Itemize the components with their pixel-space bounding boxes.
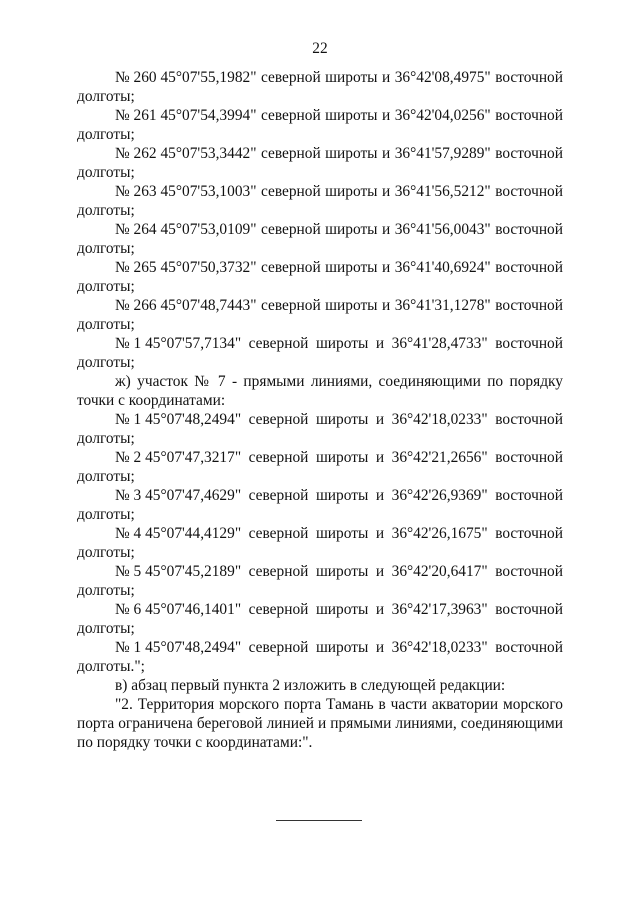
lat-word2: широты bbox=[315, 601, 369, 618]
coordinate-entry bbox=[77, 448, 563, 486]
coordinate-line bbox=[77, 220, 563, 239]
coordinate-line bbox=[77, 638, 563, 657]
longitude-value: 36°41'56,0043" bbox=[394, 221, 491, 238]
lat-word: северной bbox=[248, 639, 309, 656]
coordinate-list-site-7 bbox=[77, 410, 563, 676]
longitude-value: 36°42'26,9369" bbox=[391, 487, 488, 504]
coordinate-tail: долготы."; bbox=[77, 658, 145, 675]
coordinate-entry bbox=[77, 486, 563, 524]
point-number-and-latitude bbox=[115, 68, 257, 87]
coordinate-entry bbox=[77, 144, 563, 182]
point-number-and-latitude bbox=[115, 144, 257, 163]
conjunction: и bbox=[375, 487, 385, 504]
lat-word2: широты bbox=[325, 259, 378, 276]
latitude-value: 45°07'47,3217" bbox=[145, 449, 242, 466]
coordinate-tail: долготы; bbox=[77, 202, 135, 219]
point-number: № 264 bbox=[115, 221, 157, 238]
latitude-value: 45°07'53,1003" bbox=[160, 183, 257, 200]
latitude-value: 45°07'46,1401" bbox=[145, 601, 242, 618]
point-number: № 263 bbox=[115, 183, 157, 200]
coordinate-entry bbox=[77, 638, 563, 676]
coordinate-tail: долготы; bbox=[77, 430, 135, 447]
coordinate-tail: долготы; bbox=[77, 316, 135, 333]
lat-word: северной bbox=[248, 449, 309, 466]
lat-word2: широты bbox=[315, 411, 369, 428]
longitude-value: 36°42'26,1675" bbox=[391, 525, 488, 542]
point-number: № 2 bbox=[115, 449, 142, 466]
lat-word2: широты bbox=[315, 639, 369, 656]
coordinate-line bbox=[77, 562, 563, 581]
coordinate-entry bbox=[77, 68, 563, 106]
lon-word: восточной bbox=[495, 297, 563, 314]
coordinate-tail: долготы; bbox=[77, 278, 135, 295]
coordinate-line bbox=[77, 410, 563, 429]
conjunction: и bbox=[381, 145, 391, 162]
point-number: № 3 bbox=[115, 487, 142, 504]
lat-word2: широты bbox=[315, 525, 369, 542]
point-number-and-latitude bbox=[115, 524, 241, 543]
coordinate-entry bbox=[77, 182, 563, 220]
coordinate-tail: долготы; bbox=[77, 468, 135, 485]
footer-rule bbox=[276, 820, 362, 821]
lat-word2: широты bbox=[325, 221, 378, 238]
point-number-and-latitude bbox=[115, 334, 241, 353]
coordinate-line bbox=[77, 448, 563, 467]
coordinate-entry bbox=[77, 562, 563, 600]
lat-word: северной bbox=[260, 183, 321, 200]
coordinate-line bbox=[77, 486, 563, 505]
conjunction: и bbox=[381, 221, 391, 238]
lon-word: восточной bbox=[495, 563, 563, 580]
point-number-and-latitude bbox=[115, 638, 241, 657]
coordinate-line bbox=[77, 524, 563, 543]
coordinate-entry bbox=[77, 220, 563, 258]
page-number: 22 bbox=[312, 40, 328, 57]
longitude-value: 36°42'08,4975" bbox=[394, 69, 491, 86]
section-v-paragraph: в) абзац первый пункта 2 изложить в следующей редакции: bbox=[115, 677, 506, 694]
longitude-value: 36°42'20,6417" bbox=[391, 563, 488, 580]
latitude-value: 45°07'53,3442" bbox=[160, 145, 257, 162]
coordinate-tail: долготы; bbox=[77, 620, 135, 637]
coordinate-line bbox=[77, 296, 563, 315]
longitude-value: 36°42'18,0233" bbox=[391, 639, 488, 656]
lon-word: восточной bbox=[495, 335, 563, 352]
point-number-and-latitude bbox=[115, 182, 257, 201]
point-number: № 262 bbox=[115, 145, 157, 162]
point-number: № 1 bbox=[115, 335, 142, 352]
coordinate-entry bbox=[77, 258, 563, 296]
coordinate-tail: долготы; bbox=[77, 164, 135, 181]
point-number: № 5 bbox=[115, 563, 142, 580]
latitude-value: 45°07'48,2494" bbox=[145, 411, 242, 428]
lon-word: восточной bbox=[495, 449, 563, 466]
latitude-value: 45°07'48,2494" bbox=[145, 639, 242, 656]
longitude-value: 36°42'21,2656" bbox=[391, 449, 488, 466]
latitude-value: 45°07'45,2189" bbox=[145, 563, 242, 580]
lat-word2: широты bbox=[315, 487, 369, 504]
conjunction: и bbox=[375, 525, 385, 542]
coordinate-entry bbox=[77, 334, 563, 372]
point-number-and-latitude bbox=[115, 296, 257, 315]
conjunction: и bbox=[375, 639, 385, 656]
conjunction: и bbox=[381, 183, 391, 200]
lat-word2: широты bbox=[315, 563, 369, 580]
longitude-value: 36°41'40,6924" bbox=[394, 259, 491, 276]
coordinate-entry bbox=[77, 524, 563, 562]
lat-word: северной bbox=[248, 525, 309, 542]
latitude-value: 45°07'47,4629" bbox=[145, 487, 242, 504]
coordinate-line bbox=[77, 106, 563, 125]
latitude-value: 45°07'48,7443" bbox=[160, 297, 257, 314]
conjunction: и bbox=[381, 69, 391, 86]
latitude-value: 45°07'54,3994" bbox=[160, 107, 257, 124]
coordinate-tail: долготы; bbox=[77, 544, 135, 561]
point-number: № 266 bbox=[115, 297, 157, 314]
lat-word2: широты bbox=[325, 183, 378, 200]
conjunction: и bbox=[375, 563, 385, 580]
point-number: № 1 bbox=[115, 639, 142, 656]
coordinate-entry bbox=[77, 410, 563, 448]
latitude-value: 45°07'44,4129" bbox=[145, 525, 242, 542]
coordinate-tail: долготы; bbox=[77, 126, 135, 143]
conjunction: и bbox=[381, 259, 391, 276]
lat-word: северной bbox=[260, 107, 321, 124]
point-number: № 261 bbox=[115, 107, 157, 124]
lon-word: восточной bbox=[495, 525, 563, 542]
longitude-value: 36°41'31,1278" bbox=[394, 297, 491, 314]
point-number-and-latitude bbox=[115, 562, 241, 581]
lat-word: северной bbox=[248, 335, 309, 352]
coordinate-entry bbox=[77, 600, 563, 638]
point-number-and-latitude bbox=[115, 220, 257, 239]
latitude-value: 45°07'57,7134" bbox=[145, 335, 242, 352]
point-number: № 6 bbox=[115, 601, 142, 618]
coordinate-line bbox=[77, 600, 563, 619]
coordinate-line bbox=[77, 182, 563, 201]
longitude-value: 36°41'57,9289" bbox=[394, 145, 491, 162]
longitude-value: 36°41'28,4733" bbox=[391, 335, 488, 352]
lat-word2: широты bbox=[325, 107, 378, 124]
coordinate-line bbox=[77, 334, 563, 353]
lat-word2: широты bbox=[325, 297, 378, 314]
document-body bbox=[77, 68, 563, 752]
lat-word2: широты bbox=[315, 335, 369, 352]
lat-word: северной bbox=[248, 411, 309, 428]
lon-word: восточной bbox=[495, 145, 563, 162]
point-number-and-latitude bbox=[115, 486, 241, 505]
point-number: № 1 bbox=[115, 411, 142, 428]
point-number-and-latitude bbox=[115, 410, 241, 429]
point-number: № 265 bbox=[115, 259, 157, 276]
coordinate-tail: долготы; bbox=[77, 354, 135, 371]
latitude-value: 45°07'53,0109" bbox=[160, 221, 257, 238]
coordinate-tail: долготы; bbox=[77, 582, 135, 599]
lat-word: северной bbox=[260, 259, 321, 276]
conjunction: и bbox=[375, 449, 385, 466]
point-number: № 260 bbox=[115, 69, 157, 86]
lat-word: северной bbox=[260, 69, 321, 86]
coordinate-list-site-6 bbox=[77, 68, 563, 372]
lon-word: восточной bbox=[495, 601, 563, 618]
point-number-and-latitude bbox=[115, 258, 257, 277]
lon-word: восточной bbox=[495, 107, 563, 124]
lon-word: восточной bbox=[495, 259, 563, 276]
conjunction: и bbox=[381, 107, 391, 124]
lon-word: восточной bbox=[495, 183, 563, 200]
latitude-value: 45°07'50,3732" bbox=[160, 259, 257, 276]
coordinate-tail: долготы; bbox=[77, 88, 135, 105]
lat-word: северной bbox=[260, 145, 321, 162]
coordinate-tail: долготы; bbox=[77, 506, 135, 523]
lat-word2: широты bbox=[325, 145, 378, 162]
longitude-value: 36°42'17,3963" bbox=[391, 601, 488, 618]
final-paragraph: "2. Территория морского порта Тамань в части акватории морского порта ограничена береговой линией и прямыми линиями, соединяющими по порядку точки с координатами:". bbox=[77, 696, 563, 751]
lat-word2: широты bbox=[315, 449, 369, 466]
lon-word: восточной bbox=[495, 411, 563, 428]
lat-word: северной bbox=[260, 221, 321, 238]
longitude-value: 36°41'56,5212" bbox=[394, 183, 491, 200]
lon-word: восточной bbox=[495, 487, 563, 504]
conjunction: и bbox=[375, 335, 385, 352]
lat-word2: широты bbox=[325, 69, 378, 86]
longitude-value: 36°42'18,0233" bbox=[391, 411, 488, 428]
point-number-and-latitude bbox=[115, 106, 257, 125]
conjunction: и bbox=[381, 297, 391, 314]
coordinate-tail: долготы; bbox=[77, 240, 135, 257]
coordinate-entry bbox=[77, 106, 563, 144]
coordinate-line bbox=[77, 68, 563, 87]
coordinate-entry bbox=[77, 296, 563, 334]
longitude-value: 36°42'04,0256" bbox=[394, 107, 491, 124]
lat-word: северной bbox=[260, 297, 321, 314]
lon-word: восточной bbox=[495, 639, 563, 656]
section-zh-paragraph: ж) участок № 7 - прямыми линиями, соединяющими по порядку точки с координатами: bbox=[77, 373, 563, 409]
point-number: № 4 bbox=[115, 525, 142, 542]
point-number-and-latitude bbox=[115, 600, 241, 619]
coordinate-line bbox=[77, 258, 563, 277]
lon-word: восточной bbox=[495, 69, 563, 86]
latitude-value: 45°07'55,1982" bbox=[160, 69, 257, 86]
coordinate-line bbox=[77, 144, 563, 163]
lon-word: восточной bbox=[495, 221, 563, 238]
conjunction: и bbox=[375, 411, 385, 428]
lat-word: северной bbox=[248, 601, 309, 618]
lat-word: северной bbox=[248, 563, 309, 580]
lat-word: северной bbox=[248, 487, 309, 504]
conjunction: и bbox=[375, 601, 385, 618]
point-number-and-latitude bbox=[115, 448, 241, 467]
